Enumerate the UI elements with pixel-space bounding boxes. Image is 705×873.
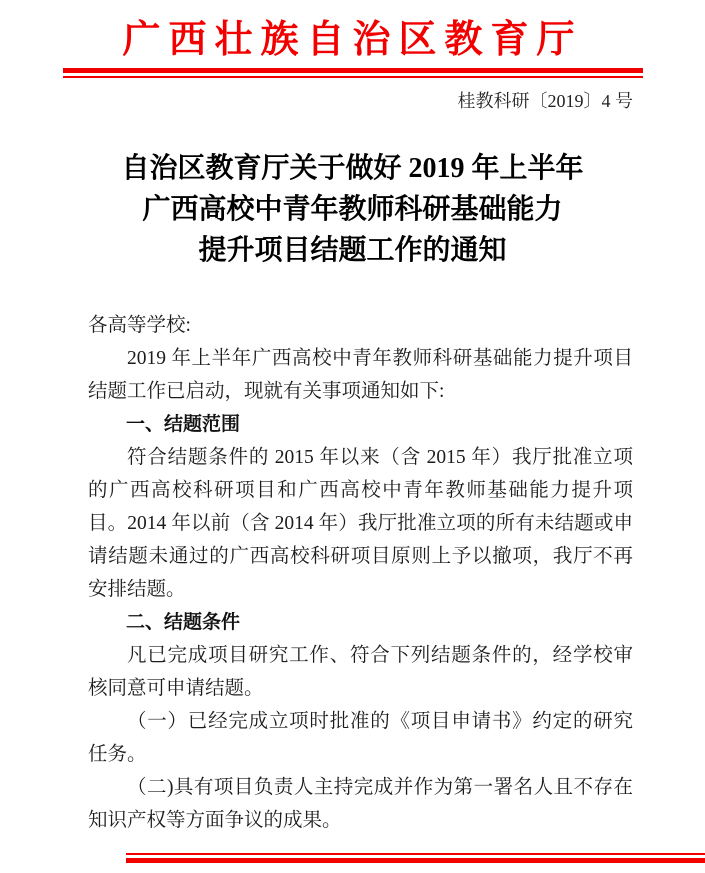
section-1-paragraph: 符合结题条件的 2015 年以来（含 2015 年）我厅批准立项的广西高校科研项目和广西高校中青年教师基础能力提升项目。2014 年以前（含 2014 年）我厅批准立项的所有未结题或申请结题未通过的广西高校科研项目原则上予以撤项，我厅不再安排结题。: [88, 447, 633, 600]
section-1-heading: 一、结题范围: [126, 414, 241, 435]
header-rule-thin-line: [63, 76, 643, 78]
section-2-paragraph: 凡已完成项目研究工作、符合下列结题条件的，经学校审核同意可申请结题。: [88, 645, 633, 699]
footer-rule-thick-line: [126, 858, 705, 863]
section-2-item-1: （一）已经完成立项时批准的《项目申请书》约定的研究任务。: [88, 711, 633, 765]
agency-title: 广西壮族自治区教育厅: [122, 19, 583, 61]
footer-red-rule: [126, 853, 705, 863]
header-red-rule: [63, 68, 643, 78]
document-body: [88, 309, 633, 837]
section-2-heading: 二、结题条件: [126, 612, 241, 633]
document-title: [0, 148, 705, 271]
document-title-line1: 自治区教育厅关于做好 2019 年上半年: [121, 153, 584, 184]
section-2-item-2: （二)具有项目负责人主持完成并作为第一署名人且不存在知识产权等方面争议的成果。: [88, 777, 633, 831]
salutation: 各高等学校:: [88, 315, 191, 336]
document-title-line3: 提升项目结题工作的通知: [198, 235, 507, 266]
document-number: 桂教科研〔2019〕4 号: [457, 91, 633, 111]
document-title-line2: 广西高校中青年教师科研基础能力: [142, 194, 563, 225]
intro-paragraph: 2019 年上半年广西高校中青年教师科研基础能力提升项目结题工作已启动，现就有关事项通知如下:: [88, 348, 633, 402]
